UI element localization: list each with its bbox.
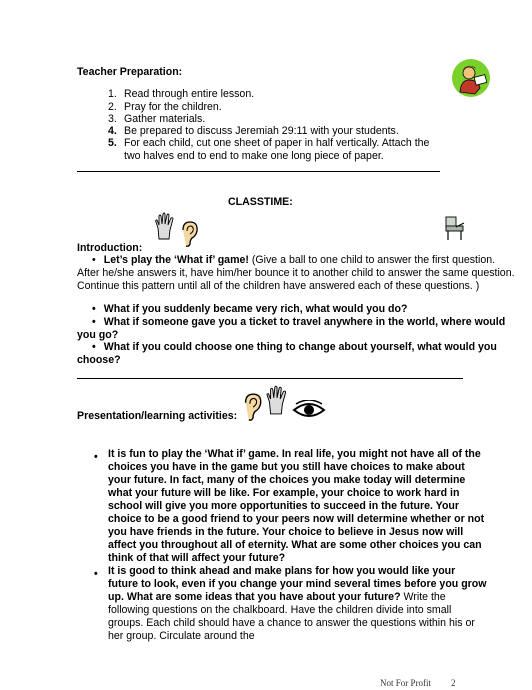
ear-icon [240, 392, 264, 422]
presentation-paragraph-2 [108, 565, 488, 643]
eye-icon [292, 400, 326, 420]
hand-icon [265, 385, 289, 415]
presentation-paragraph-1: It is fun to play the ‘What if’ game. In real life, you might not have all of the choices you have in the game but you still have choices to make about your future. In fact, many of the choices you make today will determine what your future will be like. For example, your choice to work hard in school will give you more opportunities to succeed in the future. Your choice to be a good friend to your peers now will determine whether or not you have friends in the future. Your choice to believe in Jesus now will affect you throughout all of eternity. What are some other choices you can think of that will affect your future? [108, 448, 485, 564]
question-2: • What if someone gave you a ticket to travel anywhere in the world, where would you go? [77, 316, 506, 341]
step-number: 5. [108, 137, 117, 149]
presentation-heading: Presentation/learning activities: [77, 410, 238, 422]
step-text: Gather materials. [124, 113, 206, 125]
question-1: • What if you suddenly became very rich, what would you do? [92, 303, 408, 315]
page-footer [380, 677, 456, 690]
bullet: • [94, 451, 98, 463]
game-text: (Give a ball to one child to answer the first question. After he/she answers it, have him/her bounce it to another child to answer the same question. Continue this pattern until all of the children have answered each of these questions. ) [77, 254, 515, 292]
game-title: Let’s play the ‘What if’ game! [103, 254, 249, 266]
ear-icon [178, 220, 200, 248]
bullet: • [92, 254, 96, 266]
footer-text: Not For Profit [380, 678, 432, 688]
bullet: • [94, 568, 98, 580]
question-text: What if you suddenly became very rich, what would you do? [103, 303, 408, 315]
step-number: 4. [108, 125, 117, 137]
chair-icon [444, 215, 466, 241]
classtime-heading: CLASSTIME: [228, 196, 293, 208]
question-3: • What if you could choose one thing to change about yourself, what would you choose? [77, 341, 497, 366]
question-text: What if someone gave you a ticket to travel anywhere in the world, where would you go? [77, 316, 506, 341]
step-text: Read through entire lesson. [124, 88, 255, 100]
divider-line [77, 378, 463, 379]
paragraph-bold-text: It is good to think ahead and make plans for how you would like your future to look, even if you change your mind several times before you grow up. What are some ideas that you have about your future? [108, 565, 487, 603]
teacher-prep-heading: Teacher Preparation: [77, 66, 183, 78]
teacher-icon [451, 58, 491, 98]
step-text: For each child, cut one sheet of paper in half vertically. Attach the two halves end to end to make one long piece of paper. [124, 137, 430, 162]
step-number: 1. [108, 88, 117, 100]
question-text: What if you could choose one thing to change about yourself, what would you choose? [77, 341, 497, 366]
introduction-heading: Introduction: [77, 242, 143, 254]
game-instructions [77, 254, 517, 293]
step-number: 3. [108, 113, 117, 125]
step-number: 2. [108, 101, 117, 113]
hand-icon [154, 212, 176, 240]
page-number: 2 [451, 678, 456, 688]
step-text: Pray for the children. [124, 101, 222, 113]
step-text: Be prepared to discuss Jeremiah 29:11 with your students. [124, 125, 399, 137]
paragraph-normal-text: Write the following questions on the chalkboard. Have the children divide into small groups. Each child should have a chance to answer the questions within his or her group. Circulate around the [108, 591, 475, 642]
divider-line [77, 171, 440, 172]
